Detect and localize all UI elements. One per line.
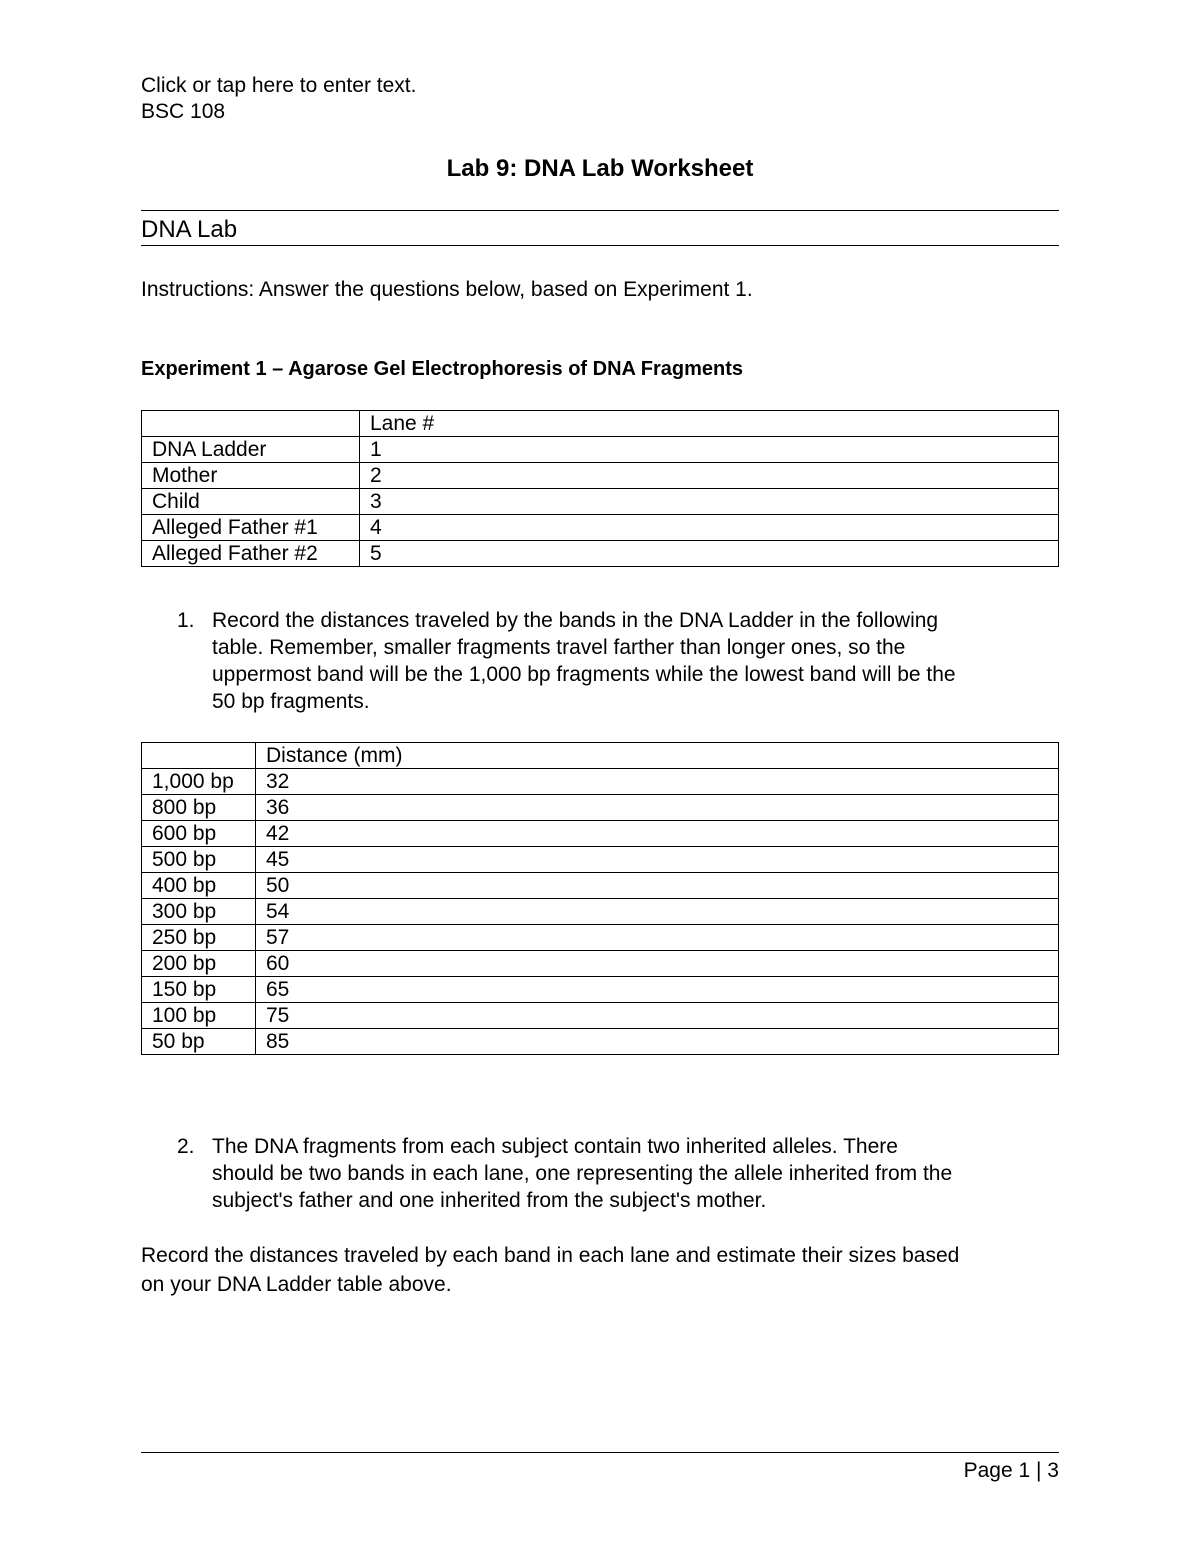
- lane-cell: 3: [360, 489, 1059, 515]
- subject-cell: DNA Ladder: [142, 437, 360, 463]
- table-row: [142, 769, 1059, 795]
- table-row: [142, 951, 1059, 977]
- table-row: [142, 489, 1059, 515]
- record-instruction: [141, 1241, 1059, 1299]
- lane-cell: 4: [360, 515, 1059, 541]
- table-header-row: [142, 743, 1059, 769]
- table-row: [142, 821, 1059, 847]
- fragment-size-cell: 1,000 bp: [142, 769, 256, 795]
- distance-cell: 54: [256, 899, 1059, 925]
- page-number: Page 1 | 3: [963, 1459, 1059, 1482]
- question-line: table. Remember, smaller fragments travel farther than longer ones, so the: [212, 636, 906, 659]
- list-number: 2.: [177, 1135, 195, 1158]
- lane-cell: 5: [360, 541, 1059, 567]
- document-page: [141, 0, 1059, 1553]
- subject-cell: Child: [142, 489, 360, 515]
- table-header-row: [142, 411, 1059, 437]
- table-row: [142, 925, 1059, 951]
- fragment-size-cell: 300 bp: [142, 899, 256, 925]
- text-placeholder-field[interactable]: Click or tap here to enter text.: [141, 74, 417, 97]
- distance-cell: 42: [256, 821, 1059, 847]
- distance-cell: 50: [256, 873, 1059, 899]
- instruction-line: Record the distances traveled by each band in each lane and estimate their sizes based: [141, 1244, 960, 1267]
- subject-cell: Alleged Father #1: [142, 515, 360, 541]
- table-row: [142, 873, 1059, 899]
- table-row: [142, 1029, 1059, 1055]
- table-row: [142, 847, 1059, 873]
- table-row: [142, 977, 1059, 1003]
- question-line: should be two bands in each lane, one representing the allele inherited from the: [212, 1162, 953, 1185]
- lane-cell: 1: [360, 437, 1059, 463]
- ladder-table: [141, 742, 1059, 1055]
- question-text: [212, 1133, 1052, 1214]
- instructions-text: Instructions: Answer the questions below, based on Experiment 1.: [141, 278, 753, 301]
- fragment-size-cell: 800 bp: [142, 795, 256, 821]
- course-code: BSC 108: [141, 100, 226, 123]
- section-title: DNA Lab: [141, 216, 238, 243]
- table-cell: [142, 411, 360, 437]
- section-top-rule: [141, 210, 1059, 211]
- distance-cell: 36: [256, 795, 1059, 821]
- table-row: [142, 463, 1059, 489]
- question-text: [212, 607, 1052, 715]
- instruction-line: on your DNA Ladder table above.: [141, 1273, 452, 1296]
- subject-cell: Mother: [142, 463, 360, 489]
- distance-cell: 85: [256, 1029, 1059, 1055]
- table-cell: [142, 743, 256, 769]
- subject-cell: Alleged Father #2: [142, 541, 360, 567]
- distance-cell: 32: [256, 769, 1059, 795]
- section-bottom-rule: [141, 245, 1059, 246]
- fragment-size-cell: 400 bp: [142, 873, 256, 899]
- document-title: Lab 9: DNA Lab Worksheet: [446, 155, 754, 182]
- table-row: [142, 515, 1059, 541]
- question-line: subject's father and one inherited from the subject's mother.: [212, 1189, 767, 1212]
- question-line: The DNA fragments from each subject contain two inherited alleles. There: [212, 1135, 898, 1158]
- list-number: 1.: [177, 609, 195, 632]
- question-line: Record the distances traveled by the bands in the DNA Ladder in the following: [212, 609, 939, 632]
- distance-cell: 75: [256, 1003, 1059, 1029]
- distance-cell: 60: [256, 951, 1059, 977]
- footer-rule: [141, 1452, 1059, 1453]
- table-row: [142, 541, 1059, 567]
- lane-cell: 2: [360, 463, 1059, 489]
- table-row: [142, 437, 1059, 463]
- question-line: 50 bp fragments.: [212, 690, 370, 713]
- fragment-size-cell: 50 bp: [142, 1029, 256, 1055]
- fragment-size-cell: 250 bp: [142, 925, 256, 951]
- table-row: [142, 899, 1059, 925]
- table-header-cell: Lane #: [360, 411, 1059, 437]
- table-header-cell: Distance (mm): [256, 743, 1059, 769]
- lane-table: [141, 410, 1059, 567]
- experiment-title: Experiment 1 – Agarose Gel Electrophoresis of DNA Fragments: [141, 358, 744, 380]
- table-row: [142, 1003, 1059, 1029]
- fragment-size-cell: 150 bp: [142, 977, 256, 1003]
- fragment-size-cell: 500 bp: [142, 847, 256, 873]
- distance-cell: 65: [256, 977, 1059, 1003]
- fragment-size-cell: 600 bp: [142, 821, 256, 847]
- distance-cell: 45: [256, 847, 1059, 873]
- distance-cell: 57: [256, 925, 1059, 951]
- question-line: uppermost band will be the 1,000 bp fragments while the lowest band will be the: [212, 663, 956, 686]
- fragment-size-cell: 200 bp: [142, 951, 256, 977]
- fragment-size-cell: 100 bp: [142, 1003, 256, 1029]
- table-row: [142, 795, 1059, 821]
